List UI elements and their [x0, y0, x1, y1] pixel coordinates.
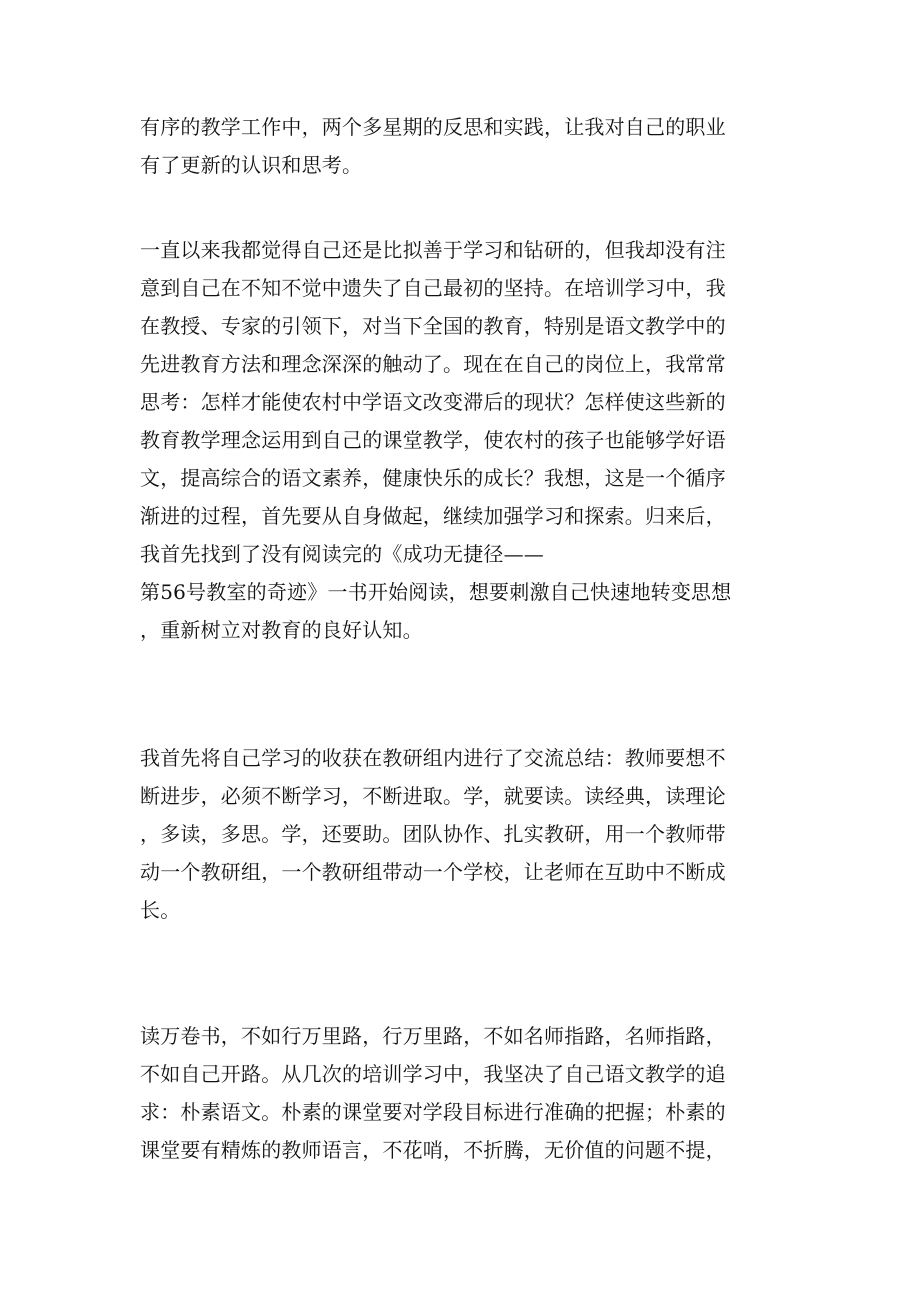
text-line: ，多读，多思。学，还要助。团队协作、扎实教研，用一个教师带: [140, 822, 726, 846]
text-line: 一直以来我都觉得自己还是比拟善于学习和钻研的，但我却没有注: [140, 238, 726, 262]
paragraph-1: [140, 108, 780, 184]
text-line: 意到自己在不知不觉中遗失了自己最初的坚持。在培训学习中，我: [140, 276, 726, 300]
text-line: 我首先将自己学习的收获在教研组内进行了交流总结：教师要想不: [140, 746, 726, 770]
text-line: 长。: [140, 898, 181, 922]
text-line: 第56号教室的奇迹》一书开始阅读，想要刺激自己快速地转变思想: [140, 580, 732, 604]
text-line: 文，提高综合的语文素养，健康快乐的成长？我想，这是一个循序: [140, 466, 726, 490]
text-line: 先进教育方法和理念深深的触动了。现在在自己的岗位上，我常常: [140, 352, 726, 376]
text-line: 不如自己开路。从几次的培训学习中，我坚决了自己语文教学的追: [140, 1062, 726, 1086]
text-line: 读万卷书，不如行万里路，行万里路，不如名师指路，名师指路，: [140, 1024, 726, 1048]
text-line: 课堂要有精炼的教师语言，不花哨，不折腾，无价值的问题不提，: [140, 1138, 726, 1162]
text-line: 思考：怎样才能使农村中学语文改变滞后的现状？怎样使这些新的: [140, 390, 726, 414]
paragraph-3: [140, 739, 780, 929]
text-line: 在教授、专家的引领下，对当下全国的教育，特别是语文教学中的: [140, 314, 726, 338]
paragraph-4: [140, 1017, 780, 1169]
text-line: 有序的教学工作中，两个多星期的反思和实践，让我对自己的职业: [140, 115, 726, 139]
text-line: ，重新树立对教育的良好认知。: [140, 618, 423, 642]
text-line: 教育教学理念运用到自己的课堂教学，使农村的孩子也能够学好语: [140, 428, 726, 452]
text-line: 断进步，必须不断学习，不断进取。学，就要读。读经典，读理论: [140, 784, 726, 808]
text-line: 求：朴素语文。朴素的课堂要对学段目标进行准确的把握；朴素的: [140, 1100, 726, 1124]
text-line: 渐进的过程，首先要从自身做起，继续加强学习和探索。归来后，: [140, 504, 726, 528]
paragraph-2: [140, 231, 780, 649]
text-line: 我首先找到了没有阅读完的《成功无捷径——: [140, 542, 544, 566]
text-line: 有了更新的认识和思考。: [140, 153, 363, 177]
text-line: 动一个教研组，一个教研组带动一个学校，让老师在互助中不断成: [140, 860, 726, 884]
